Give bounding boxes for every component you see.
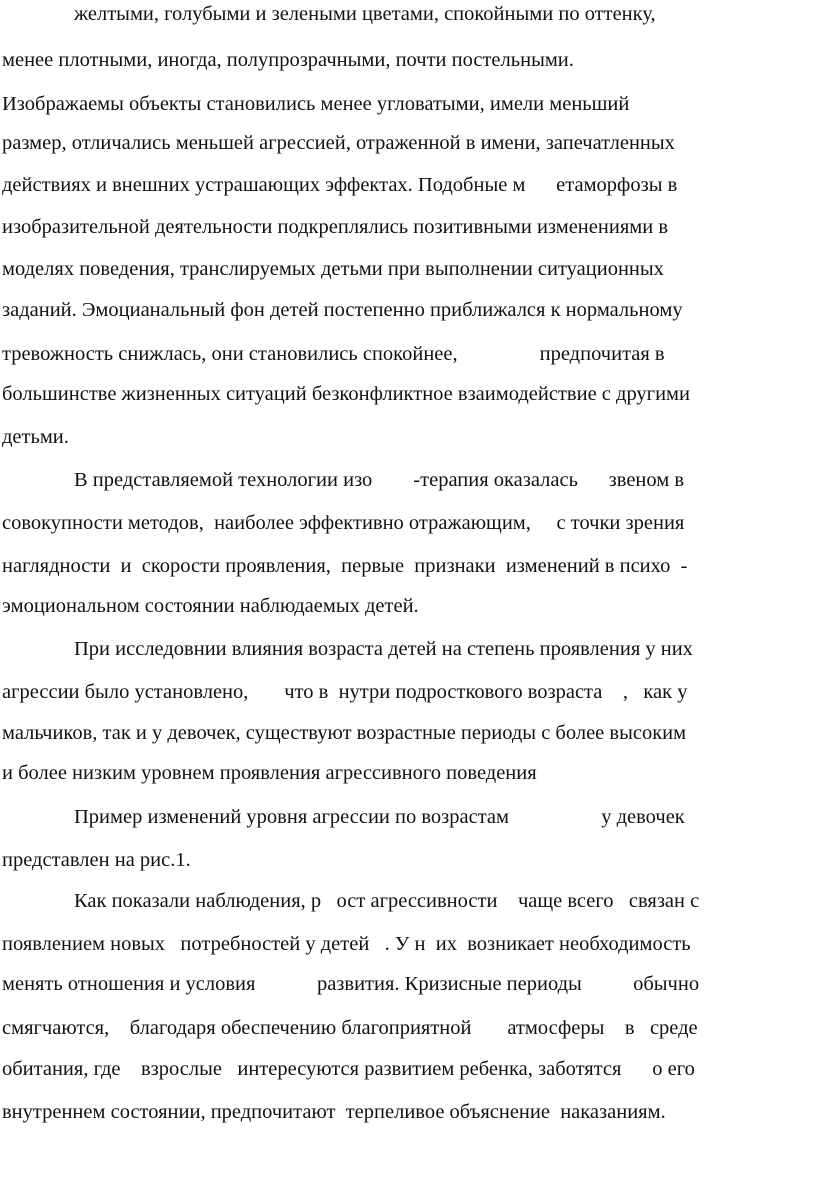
text-line: наглядности и скорости проявления, первые признаки изменений в психо -: [2, 555, 688, 577]
text-line: В представляемой технологии изо -терапия оказалась звеном в: [74, 469, 685, 491]
text-line: Как показали наблюдения, р ост агрессивности чаще всего связан с: [74, 890, 700, 912]
text-line: эмоциональном состоянии наблюдаемых детей.: [2, 595, 419, 617]
text-line: изобразительной деятельности подкреплялись позитивными изменениями в: [2, 216, 668, 238]
text-line: мальчиков, так и у девочек, существуют возрастные периоды с более высоким: [2, 722, 687, 744]
text-line: моделях поведения, транслируемых детьми при выполнении ситуационных: [2, 258, 664, 280]
text-line: тревожность снижлась, они становились спокойнее, предпочитая в: [2, 343, 665, 365]
text-line: менять отношения и условия развития. Кризисные периоды обычно: [2, 973, 700, 995]
text-line: представлен на рис.1.: [2, 849, 191, 871]
text-line: обитания, где взрослые интересуются развитием ребенка, заботятся о его: [2, 1058, 695, 1080]
text-line: появлением новых потребностей у детей . У н их возникает необходимость: [2, 933, 691, 955]
text-line: менее плотными, иногда, полупрозрачными, почти постельными.: [2, 49, 574, 71]
text-line: внутреннем состоянии, предпочитают терпеливое объяснение наказаниям.: [2, 1101, 666, 1123]
text-line: большинстве жизненных ситуаций безконфликтное взаимодействие с другими: [2, 383, 691, 405]
text-line: размер, отличались меньшей агрессией, отраженной в имени, запечатленных: [2, 132, 675, 154]
text-line: желтыми, голубыми и зелеными цветами, спокойными по оттенку,: [74, 3, 656, 25]
text-line: Изображаемы объекты становились менее угловатыми, имели меньший: [2, 93, 630, 115]
text-line: При исследовнии влияния возраста детей на степень проявления у них: [74, 638, 693, 660]
text-line: Пример изменений уровня агрессии по возрастам у девочек: [74, 806, 685, 828]
text-line: действиях и внешних устрашающих эффектах. Подобные м етаморфозы в: [2, 174, 678, 196]
text-line: заданий. Эмоцианальный фон детей постепенно приближался к нормальному: [2, 299, 683, 321]
text-line: агрессии было установлено, что в нутри подросткового возраста , как у: [2, 681, 688, 703]
text-line: смягчаются, благодаря обеспечению благоприятной атмосферы в среде: [2, 1017, 698, 1039]
text-line: совокупности методов, наиболее эффективно отражающим, с точки зрения: [2, 512, 685, 534]
text-line: детьми.: [2, 426, 69, 448]
text-line: и более низким уровнем проявления агрессивного поведения: [2, 762, 537, 784]
